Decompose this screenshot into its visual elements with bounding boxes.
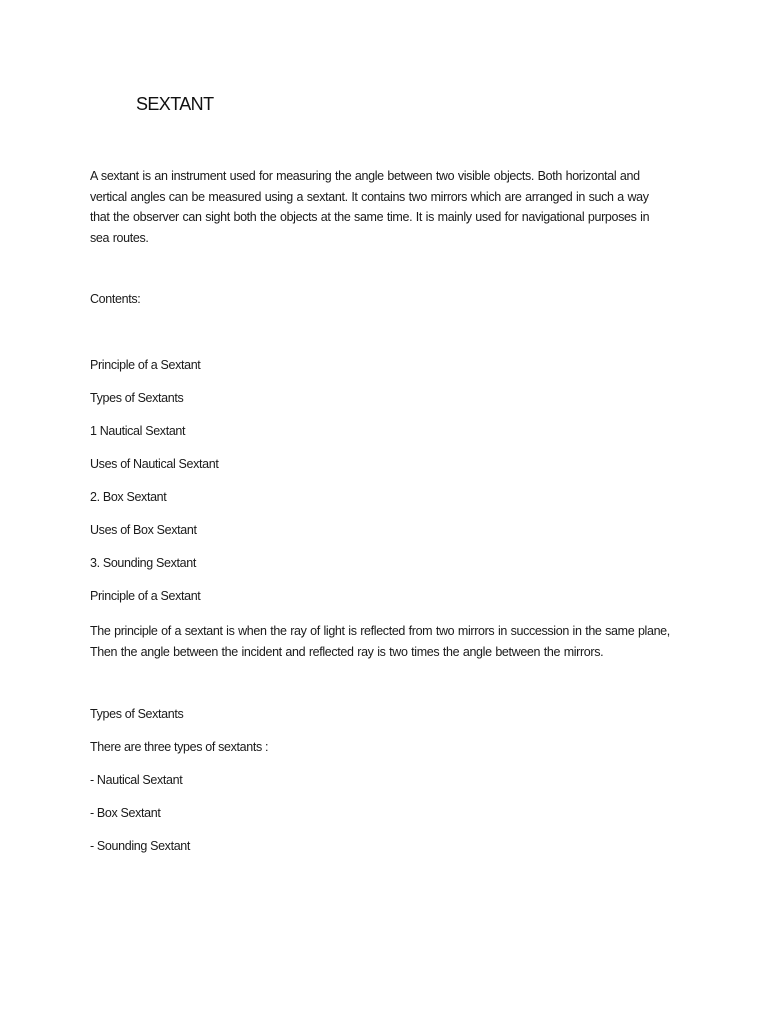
types-list-item-nautical: - Nautical Sextant: [90, 773, 183, 787]
principle-heading: Principle of a Sextant: [90, 589, 201, 603]
contents-item-uses-box: Uses of Box Sextant: [90, 523, 197, 537]
intro-paragraph: A sextant is an instrument used for measuring the angle between two visible objects. Both horizontal and vertical angles can be measured using a sextant. It contains two mirrors which are arranged in such a way that the observer can sight both the objects at the same time. It is mainly used for navigational purposes in sea routes.: [90, 169, 650, 245]
contents-item-principle: Principle of a Sextant: [90, 358, 201, 372]
contents-item-box: 2. Box Sextant: [90, 490, 167, 504]
types-heading: Types of Sextants: [90, 707, 184, 721]
contents-item-types: Types of Sextants: [90, 391, 184, 405]
types-list-item-sounding: - Sounding Sextant: [90, 839, 191, 853]
types-intro: There are three types of sextants :: [90, 740, 269, 754]
types-list-item-box: - Box Sextant: [90, 806, 161, 820]
contents-heading: Contents:: [90, 292, 141, 306]
contents-item-uses-nautical: Uses of Nautical Sextant: [90, 457, 219, 471]
principle-paragraph: The principle of a sextant is when the ray of light is reflected from two mirrors in succession in the same plane, Then the angle between the incident and reflected ray is two times the angle between the mirrors.: [90, 624, 670, 659]
contents-item-nautical: 1 Nautical Sextant: [90, 424, 186, 438]
document-title: SEXTANT: [136, 94, 214, 114]
contents-item-sounding: 3. Sounding Sextant: [90, 556, 196, 570]
